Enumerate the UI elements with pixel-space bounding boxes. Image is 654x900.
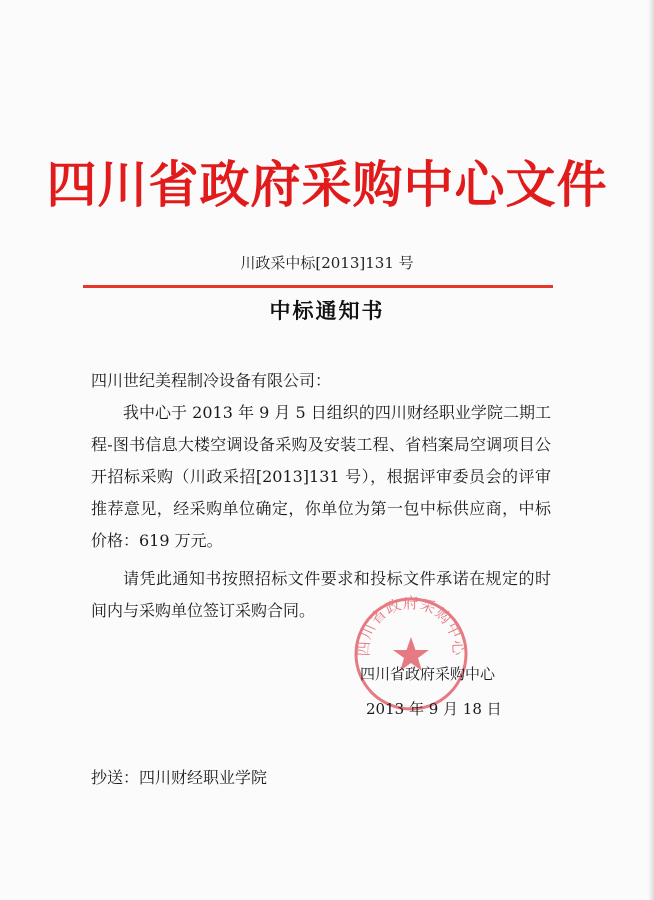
seal-text: 四川省政府采购中心: [354, 595, 468, 657]
signing-date: 2013 年 9 月 18 日: [366, 700, 502, 718]
signing-organization: 四川省政府采购中心: [360, 665, 496, 683]
addressee: 四川世纪美程制冷设备有限公司：: [91, 371, 332, 390]
document-header-title: 四川省政府采购中心文件: [46, 155, 608, 214]
notice-title: 中标通知书: [269, 298, 385, 323]
notice-paragraph-1: 我中心于 2013 年 9 月 5 日组织的四川财经职业学院二期工程-图书信息大楼空调设备采购及安装工程、省档案局空调项目公开招标采购（川政采招[2013]131 号），根据评审委员会的评审推荐意见，经采购单位确定，你单位为第一包中标供应商，中标价格：619 万元。: [91, 403, 551, 550]
page-edge-shadow: [648, 0, 654, 900]
official-seal-icon: [352, 595, 470, 713]
notice-paragraph-2: 请凭此通知书按照招标文件要求和投标文件承诺在规定的时间内与采购单位签订采购合同。: [91, 569, 551, 620]
cc-line: 抄送：四川财经职业学院: [91, 768, 268, 787]
document-number: 川政采中标[2013]131 号: [240, 254, 414, 272]
header-divider: [83, 285, 553, 288]
